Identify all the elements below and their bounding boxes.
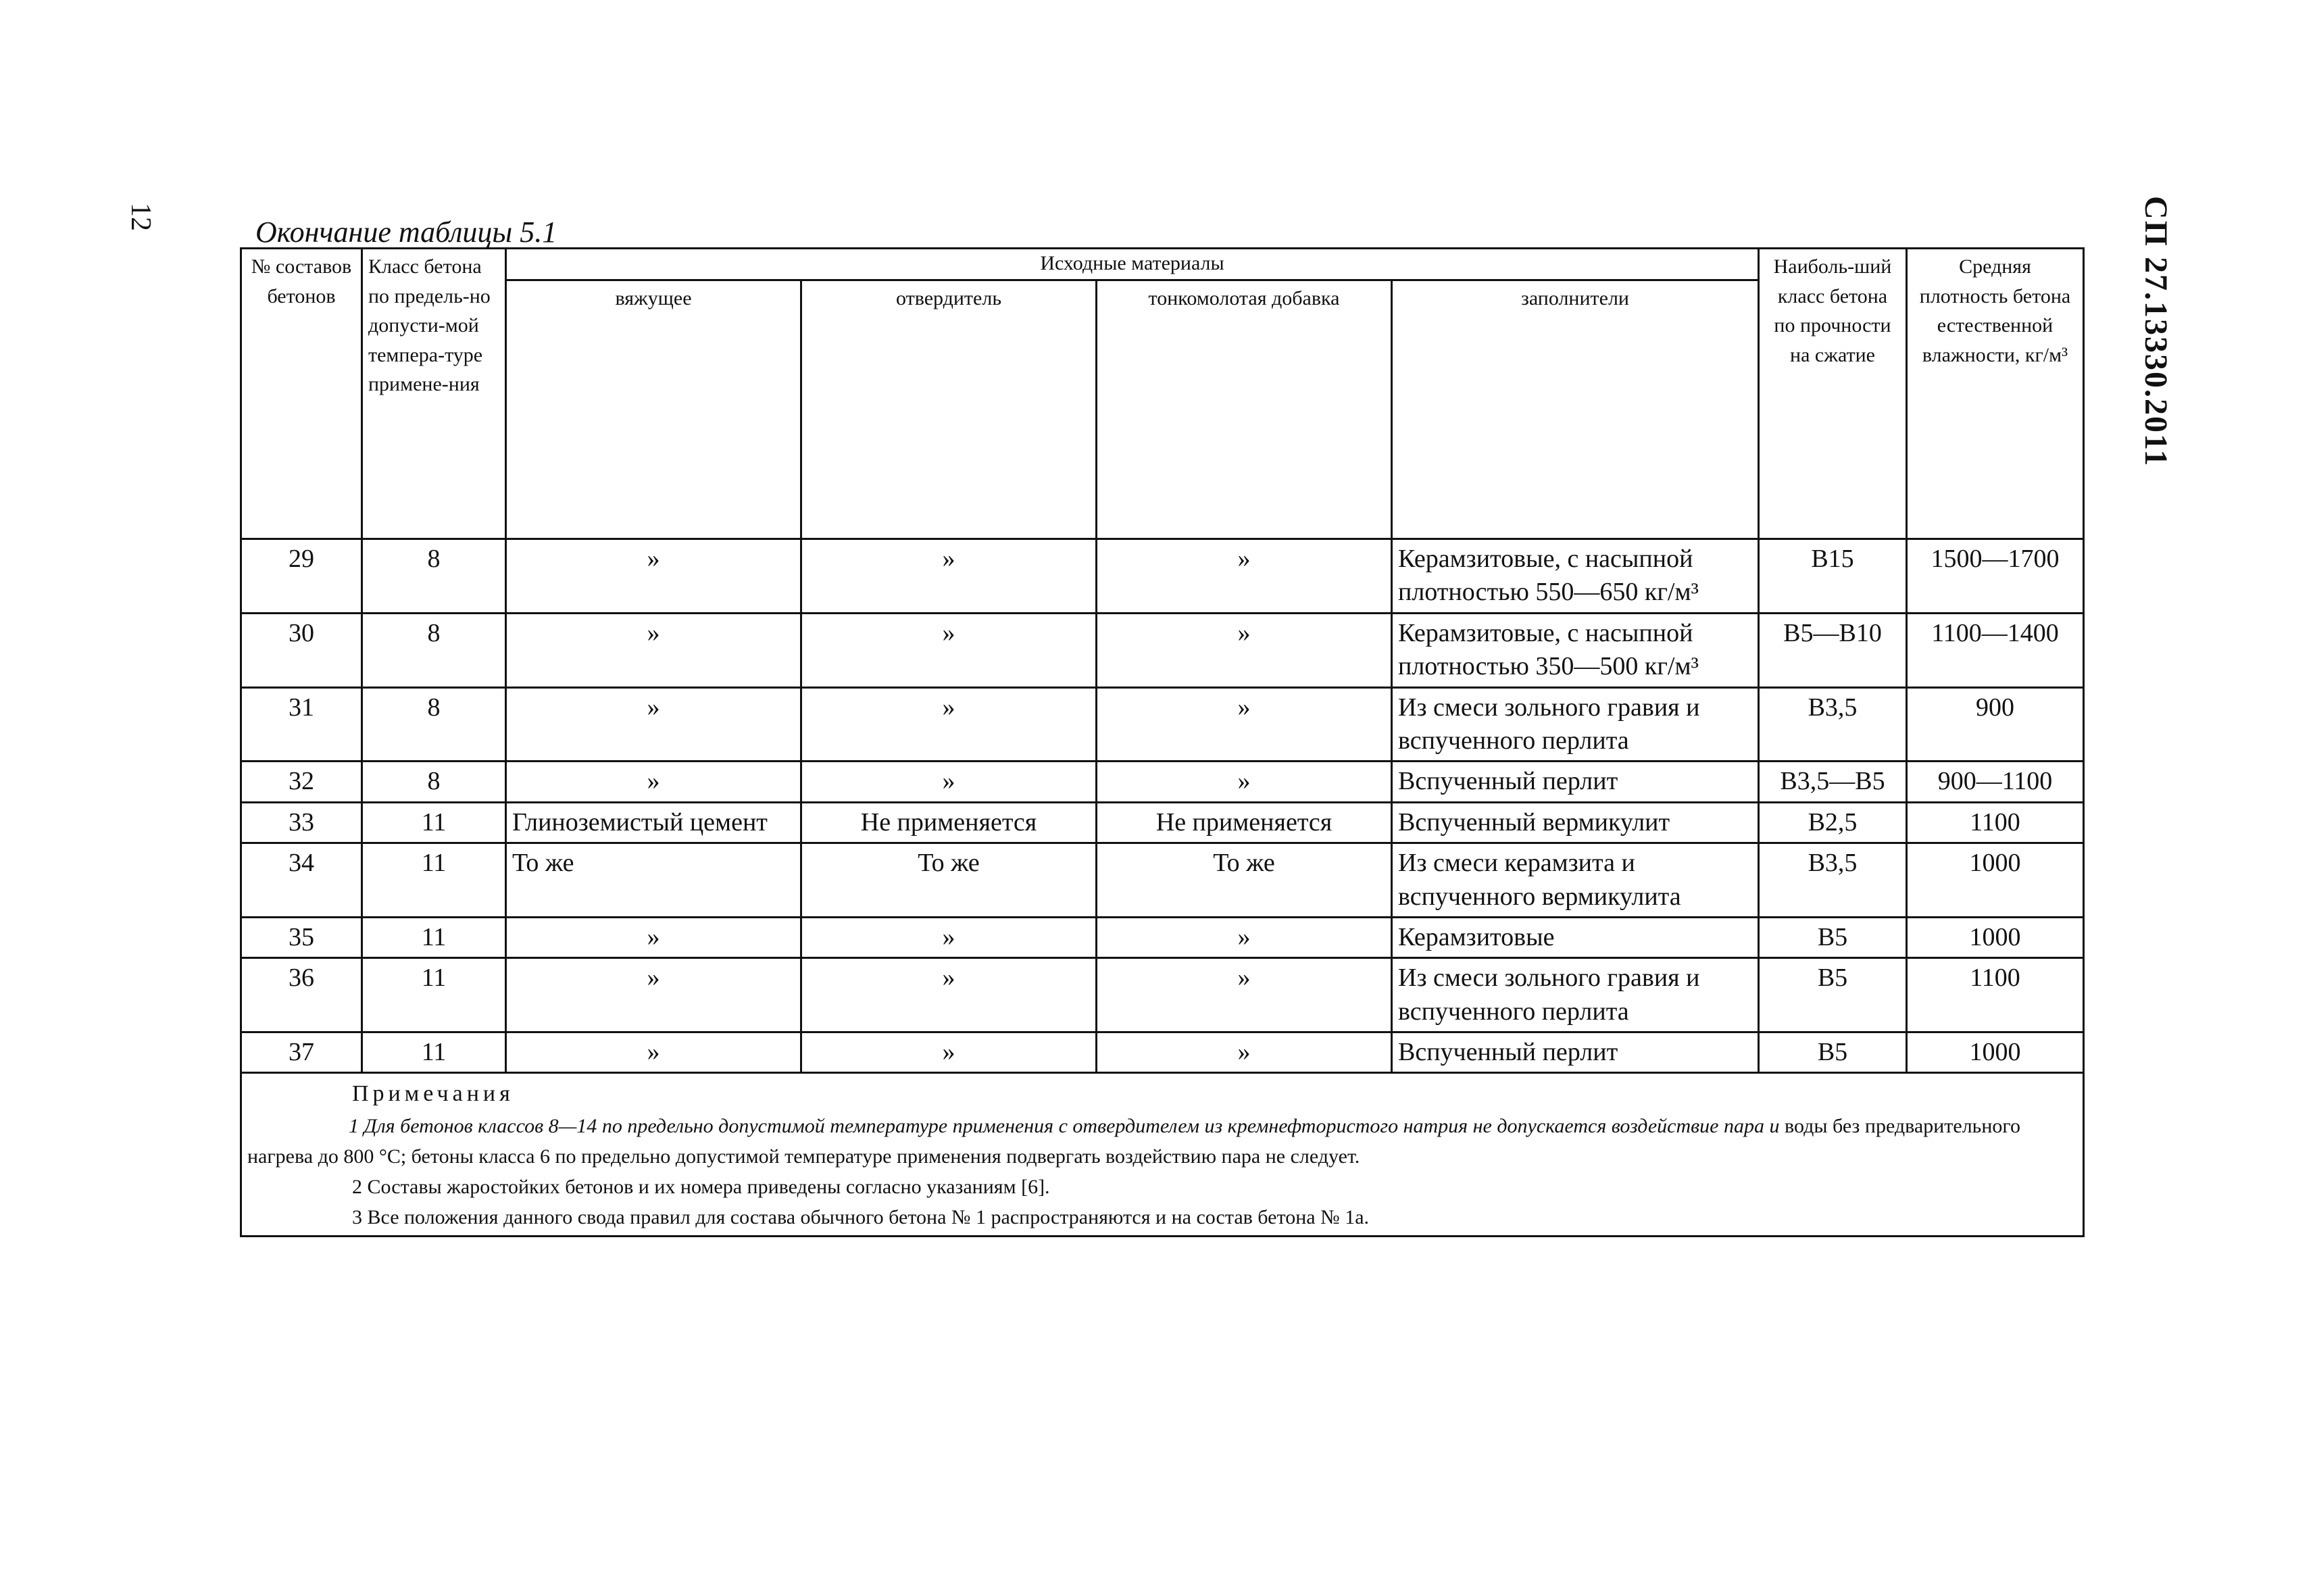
table-row: [241, 687, 2084, 762]
row-num: 29: [241, 539, 362, 614]
row-strength: В3,5: [1759, 843, 1907, 918]
row-additive: Не применяется: [1097, 802, 1392, 843]
row-class: 11: [362, 917, 506, 957]
row-aggregate: Вспученный вермикулит: [1392, 802, 1759, 843]
row-aggregate: Керамзитовые, с насыпной плотностью 350—500 кг/м³: [1392, 613, 1759, 687]
note-3: 3 Все положения данного свода правил для состава обычного бетона № 1 распространяются и на состав бетона № 1а.: [352, 1206, 1370, 1229]
row-hardener: »: [801, 917, 1097, 957]
row-additive: »: [1097, 762, 1392, 802]
row-strength: В2,5: [1759, 802, 1907, 843]
table-caption: Окончание таблицы 5.1: [255, 216, 557, 249]
row-binder: »: [506, 613, 801, 687]
note-1: [247, 1111, 2077, 1172]
row-aggregate: Вспученный перлит: [1392, 762, 1759, 802]
row-binder: »: [506, 917, 801, 957]
row-hardener: »: [801, 539, 1097, 614]
row-strength: В3,5—В5: [1759, 762, 1907, 802]
row-class: 11: [362, 802, 506, 843]
row-num: 33: [241, 802, 362, 843]
row-aggregate: Из смеси керамзита и вспученного вермикулита: [1392, 843, 1759, 918]
row-density: 1100—1400: [1907, 613, 2084, 687]
row-aggregate: Керамзитовые, с насыпной плотностью 550—650 кг/м³: [1392, 539, 1759, 614]
header-density: Средняя плотность бетона естественной влажности, кг/м³: [1907, 249, 2084, 539]
row-density: 1000: [1907, 843, 2084, 918]
row-density: 1100: [1907, 802, 2084, 843]
row-binder: Глиноземистый цемент: [506, 802, 801, 843]
row-num: 37: [241, 1032, 362, 1073]
table-row: [241, 613, 2084, 687]
row-hardener: »: [801, 613, 1097, 687]
row-binder: »: [506, 539, 801, 614]
header-hardener: отвердитель: [801, 280, 1097, 539]
row-density: 1000: [1907, 917, 2084, 957]
row-class: 8: [362, 539, 506, 614]
row-density: 1500—1700: [1907, 539, 2084, 614]
header-class-temp: Класс бетона по предель-но допусти-мой темпера-туре примене-ния: [362, 249, 506, 539]
notes-title: Примечания: [352, 1081, 514, 1107]
header-aggregates: заполнители: [1392, 280, 1759, 539]
header-row-top: [241, 249, 2084, 280]
row-aggregate: Из смеси зольного гравия и вспученного перлита: [1392, 687, 1759, 762]
row-binder: »: [506, 958, 801, 1032]
header-additive: тонкомолотая добавка: [1097, 280, 1392, 539]
row-strength: В3,5: [1759, 687, 1907, 762]
header-source-materials: Исходные материалы: [506, 249, 1759, 280]
row-aggregate: Керамзитовые: [1392, 917, 1759, 957]
header-num: № составов бетонов: [241, 249, 362, 539]
row-binder: То же: [506, 843, 801, 918]
row-num: 35: [241, 917, 362, 957]
table-row: [241, 1032, 2084, 1073]
row-strength: В5: [1759, 958, 1907, 1032]
header-strength-class-text: Наиболь-ший класс бетона по прочности на сжатие: [1773, 255, 1892, 366]
row-num: 30: [241, 613, 362, 687]
row-aggregate: Из смеси зольного гравия и вспученного перлита: [1392, 958, 1759, 1032]
note-1-rest: воды без предварительного нагрева до 800 °С; бетоны класса 6 по предельно допустимой температуре применения подвергать воздействию пара не следует.: [247, 1115, 2020, 1168]
header-strength-class: [1759, 249, 1907, 539]
row-hardener: »: [801, 762, 1097, 802]
note-2: 2 Составы жаростойких бетонов и их номера приведены согласно указаниям [6].: [352, 1176, 1050, 1199]
row-class: 8: [362, 762, 506, 802]
row-strength: В15: [1759, 539, 1907, 614]
row-class: 8: [362, 687, 506, 762]
row-density: 900: [1907, 687, 2084, 762]
row-density: 900—1100: [1907, 762, 2084, 802]
row-hardener: »: [801, 1032, 1097, 1073]
row-num: 31: [241, 687, 362, 762]
row-hardener: »: [801, 687, 1097, 762]
row-additive: То же: [1097, 843, 1392, 918]
row-additive: »: [1097, 687, 1392, 762]
row-additive: »: [1097, 613, 1392, 687]
table-body: [241, 539, 2084, 1073]
row-class: 8: [362, 613, 506, 687]
page-number: 12: [125, 203, 156, 231]
row-binder: »: [506, 1032, 801, 1073]
row-num: 34: [241, 843, 362, 918]
header-binder: вяжущее: [506, 280, 801, 539]
note-1-italic: 1 Для бетонов классов 8—14 по предельно допустимой температуре применения с отвердителем из кремнефтористого натрия не допускается воздействие пара и: [349, 1115, 1780, 1138]
row-density: 1000: [1907, 1032, 2084, 1073]
table-row: [241, 539, 2084, 614]
row-class: 11: [362, 843, 506, 918]
row-hardener: То же: [801, 843, 1097, 918]
row-hardener: »: [801, 958, 1097, 1032]
concrete-compositions-table: [240, 247, 2085, 1237]
row-strength: В5: [1759, 917, 1907, 957]
row-hardener: Не применяется: [801, 802, 1097, 843]
row-additive: »: [1097, 539, 1392, 614]
row-density: 1100: [1907, 958, 2084, 1032]
row-class: 11: [362, 1032, 506, 1073]
table-row: [241, 917, 2084, 957]
document-code: СП 27.13330.2011: [2138, 196, 2174, 468]
row-num: 36: [241, 958, 362, 1032]
row-additive: »: [1097, 917, 1392, 957]
row-num: 32: [241, 762, 362, 802]
row-binder: »: [506, 687, 801, 762]
table-row: [241, 843, 2084, 918]
table-row: [241, 802, 2084, 843]
row-binder: »: [506, 762, 801, 802]
row-aggregate: Вспученный перлит: [1392, 1032, 1759, 1073]
row-additive: »: [1097, 958, 1392, 1032]
notes-cell: [241, 1073, 2084, 1237]
row-strength: В5: [1759, 1032, 1907, 1073]
row-class: 11: [362, 958, 506, 1032]
notes-row: [241, 1073, 2084, 1237]
table-row: [241, 958, 2084, 1032]
row-strength: В5—В10: [1759, 613, 1907, 687]
row-additive: »: [1097, 1032, 1392, 1073]
table-row: [241, 762, 2084, 802]
